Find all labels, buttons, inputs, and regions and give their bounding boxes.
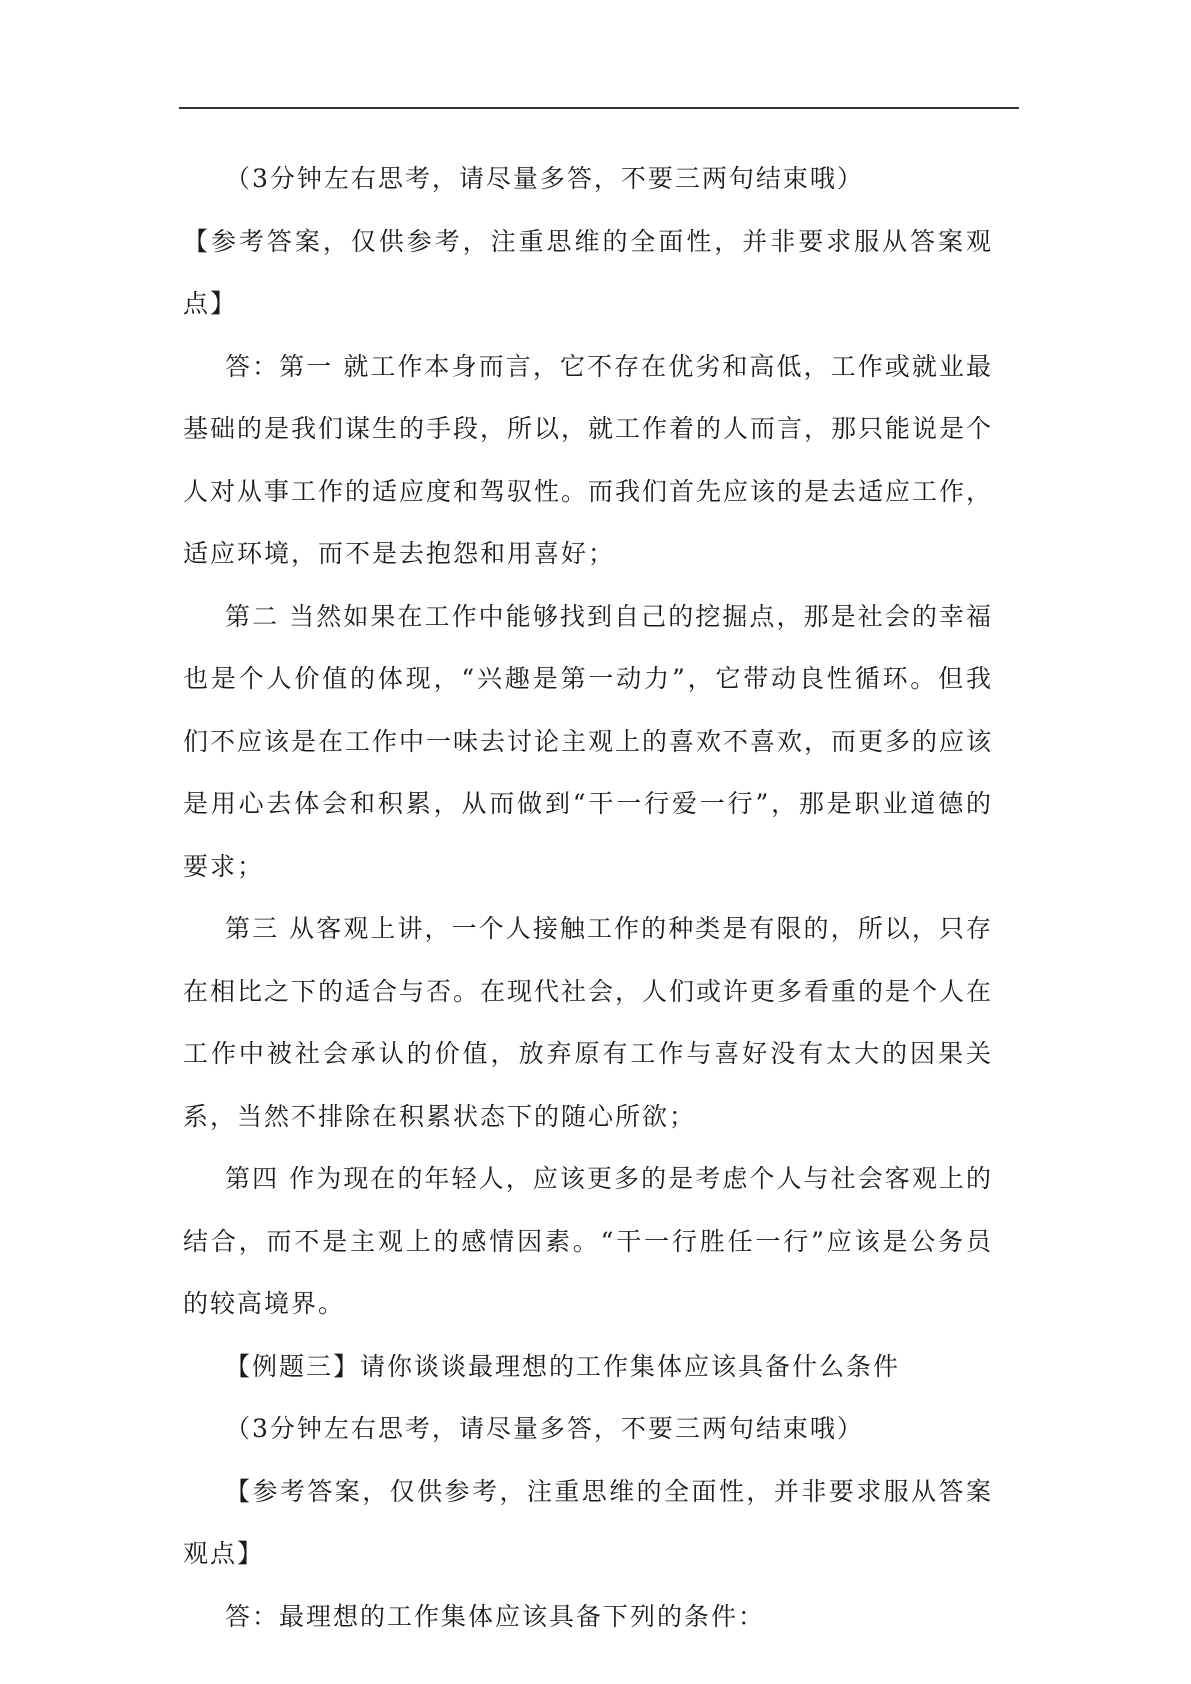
example-3-question: 【例题三】请你谈谈最理想的工作集体应该具备什么条件 <box>225 1351 901 1381</box>
reference-answer-note: 【参考答案，仅供参考，注重思维的全面性，并非要求服从答案观点】 <box>183 226 993 318</box>
thinking-time-note: （3分钟左右思考，请尽量多答，不要三两句结束哦） <box>225 164 864 193</box>
document-body <box>183 148 993 1648</box>
answer-point-2: 第二 当然如果在工作中能够找到自己的挖掘点，那是社会的幸福也是个人价值的体现，“兴趣是第一动力”，它带动良性循环。但我们不应该是在工作中一味去讨论主观上的喜欢不喜欢，而更多的应该是用心去体会和积累，从而做到“干一行爱一行”，那是职业道德的要求； <box>183 601 994 881</box>
answer-point-3: 第三 从客观上讲，一个人接触工作的种类是有限的，所以，只存在相比之下的适合与否。在现代社会，人们或许更多看重的是个人在工作中被社会承认的价值，放弃原有工作与喜好没有太大的因果关系，当然不排除在积累状态下的随心所欲； <box>183 914 994 1131</box>
thinking-time-note-2: （3分钟左右思考，请尽量多答，不要三两句结束哦） <box>225 1414 864 1443</box>
answer-intro: 答：最理想的工作集体应该具备下列的条件： <box>225 1601 766 1631</box>
answer-point-4: 第四 作为现在的年轻人，应该更多的是考虑个人与社会客观上的结合，而不是主观上的感情因素。“干一行胜任一行”应该是公务员的较高境界。 <box>183 1164 993 1318</box>
header-rule <box>179 107 1019 109</box>
answer-point-1: 答：第一 就工作本身而言，它不存在优劣和高低，工作或就业最基础的是我们谋生的手段，所以，就工作着的人而言，那只能说是个人对从事工作的适应度和驾驭性。而我们首先应该的是去适应工作，适应环境，而不是去抱怨和用喜好； <box>183 351 994 568</box>
reference-answer-note-2: 【参考答案，仅供参考，注重思维的全面性，并非要求服从答案观点】 <box>183 1476 993 1568</box>
